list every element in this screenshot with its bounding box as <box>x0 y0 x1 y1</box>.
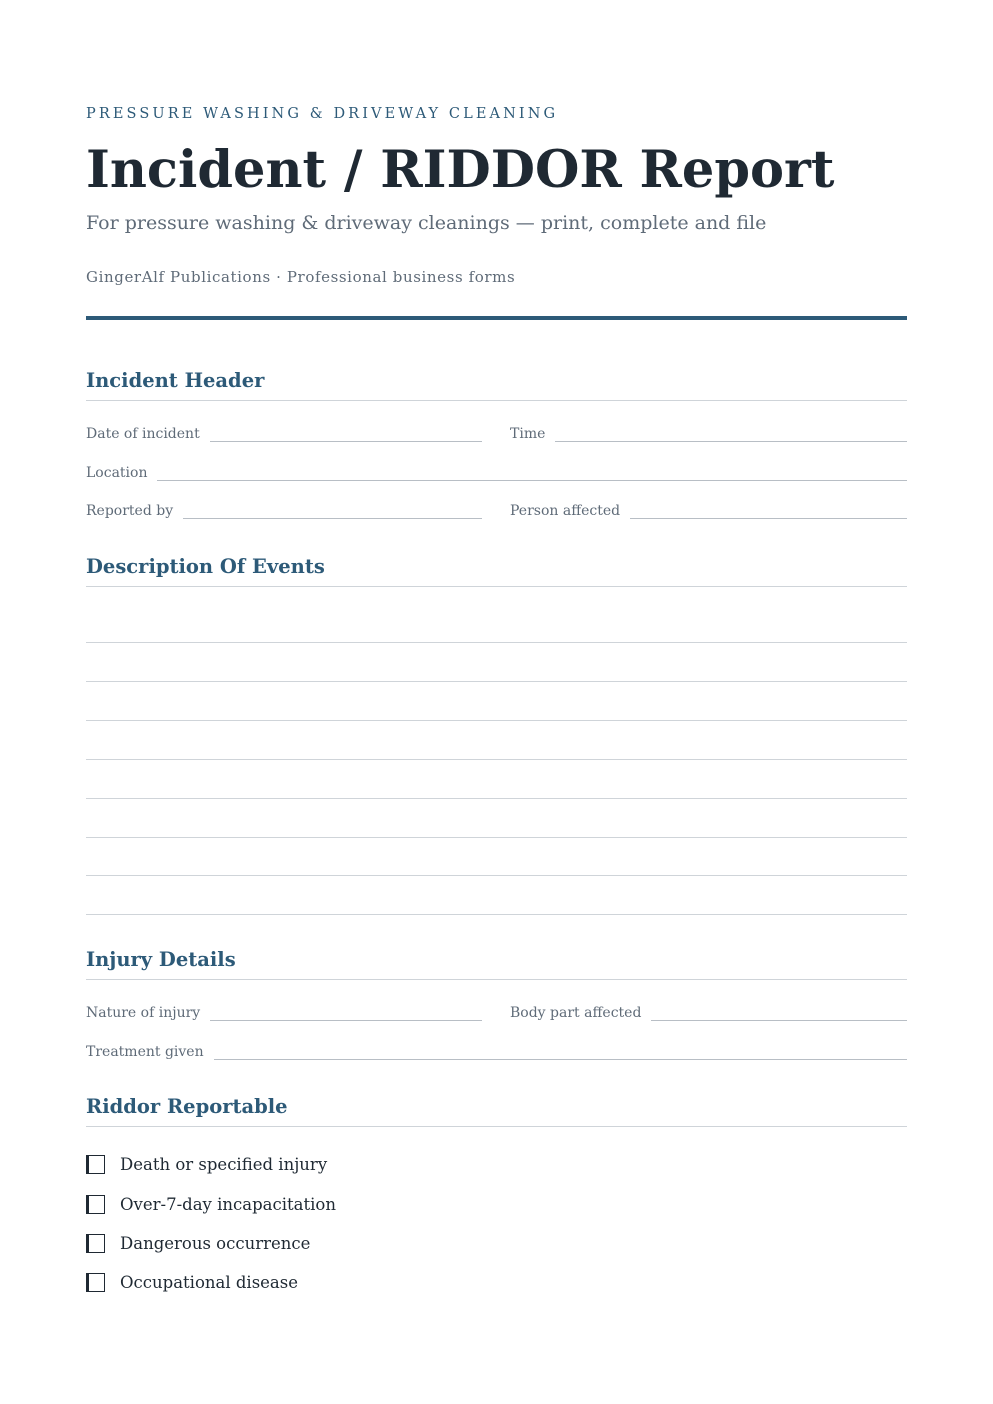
time-label: Time <box>510 426 546 442</box>
riddor-option-death[interactable] <box>86 1152 327 1176</box>
checkbox[interactable] <box>86 1155 105 1174</box>
description-line[interactable] <box>86 913 907 915</box>
date-of-incident-field[interactable] <box>86 422 482 442</box>
location-field[interactable] <box>86 461 907 481</box>
treatment-given-field[interactable] <box>86 1040 907 1060</box>
date-of-incident-label: Date of incident <box>86 426 200 442</box>
checkbox-label: Death or specified injury <box>120 1154 328 1174</box>
time-line[interactable] <box>555 440 907 442</box>
description-line[interactable] <box>86 719 907 721</box>
body-part-field[interactable] <box>510 1001 907 1021</box>
nature-of-injury-line[interactable] <box>210 1019 482 1021</box>
body-part-line[interactable] <box>651 1019 907 1021</box>
checkbox-label: Dangerous occurrence <box>120 1233 311 1253</box>
checkbox[interactable] <box>86 1234 105 1253</box>
body-part-label: Body part affected <box>510 1005 642 1021</box>
checkbox-label: Occupational disease <box>120 1272 299 1292</box>
header-divider <box>86 316 907 320</box>
page-subtitle: For pressure washing & driveway cleanings — print, complete and file <box>86 212 767 234</box>
nature-of-injury-label: Nature of injury <box>86 1005 201 1021</box>
form-eyebrow: PRESSURE WASHING & DRIVEWAY CLEANING <box>86 106 559 122</box>
reported-by-line[interactable] <box>183 517 482 519</box>
riddor-option-occupational-disease[interactable] <box>86 1270 298 1294</box>
description-line[interactable] <box>86 797 907 799</box>
treatment-given-line[interactable] <box>214 1058 907 1060</box>
description-line[interactable] <box>86 758 907 760</box>
location-label: Location <box>86 465 148 481</box>
person-affected-field[interactable] <box>510 499 907 519</box>
publisher-line: GingerAlf Publications · Professional business forms <box>86 268 516 286</box>
section-title-incident-header: Incident Header <box>86 369 907 401</box>
person-affected-label: Person affected <box>510 503 621 519</box>
description-line[interactable] <box>86 836 907 838</box>
riddor-option-dangerous-occurrence[interactable] <box>86 1231 310 1255</box>
nature-of-injury-field[interactable] <box>86 1001 482 1021</box>
section-title-riddor: Riddor Reportable <box>86 1095 907 1127</box>
person-affected-line[interactable] <box>630 517 907 519</box>
treatment-given-label: Treatment given <box>86 1044 204 1060</box>
page-title: Incident / RIDDOR Report <box>86 140 835 200</box>
section-title-injury-details: Injury Details <box>86 948 907 980</box>
description-line[interactable] <box>86 874 907 876</box>
date-of-incident-line[interactable] <box>210 440 482 442</box>
time-field[interactable] <box>510 422 907 442</box>
section-title-description: Description Of Events <box>86 555 907 587</box>
checkbox[interactable] <box>86 1195 105 1214</box>
checkbox[interactable] <box>86 1273 105 1292</box>
description-line[interactable] <box>86 641 907 643</box>
checkbox-label: Over-7-day incapacitation <box>120 1194 336 1214</box>
reported-by-label: Reported by <box>86 503 174 519</box>
location-line[interactable] <box>157 479 907 481</box>
riddor-option-over-7-day[interactable] <box>86 1192 336 1216</box>
reported-by-field[interactable] <box>86 499 482 519</box>
description-line[interactable] <box>86 680 907 682</box>
